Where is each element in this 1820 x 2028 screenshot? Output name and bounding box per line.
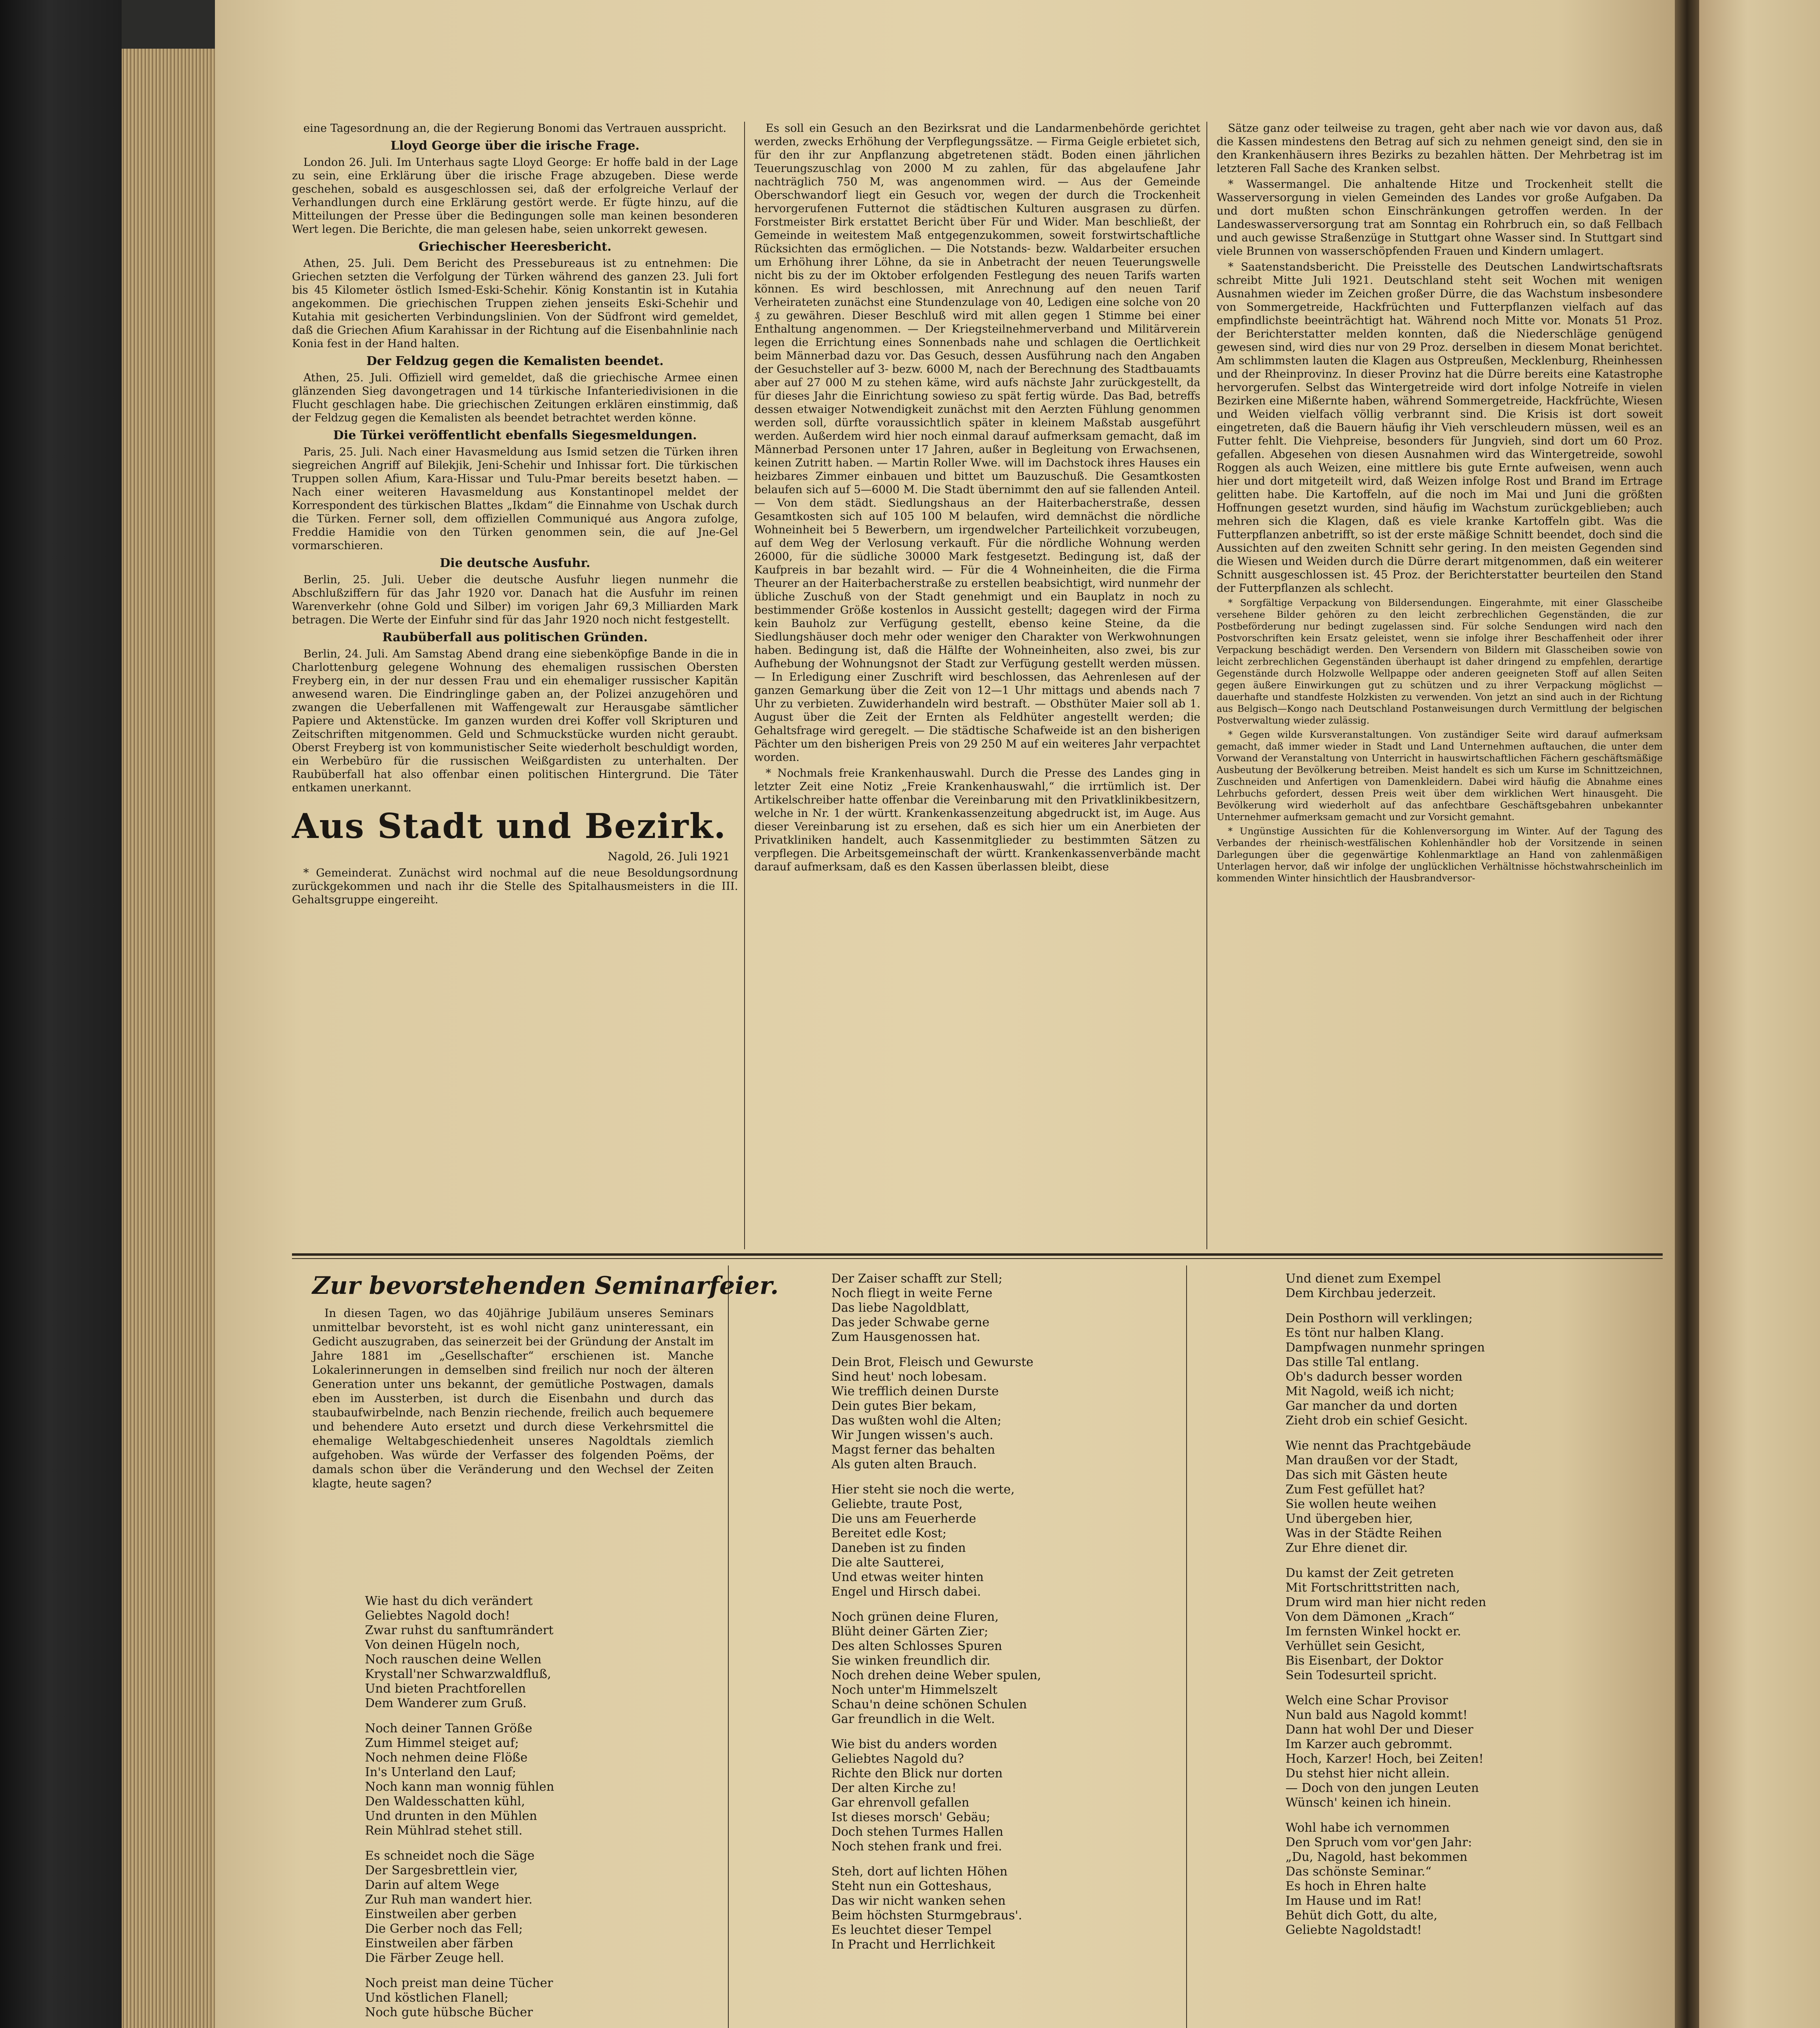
- article-lloyd-george: London 26. Juli. Im Unterhaus sagte Lloyd George: Er hoffe bald in der Lage zu sein, eine Erklärung über die irische Frage abzugeben. Diese werde geschehen, sobald es ausgeschlossen sei, daß der erfolgreiche Verlauf der Verhandlungen durch eine Erklärung gestört werde. Er fügte hinzu, auf die Mitteilungen der Presse über die Bedingungen solle man keinen besonderen Wert legen. Die Berichte, die man gelesen habe, seien unkorrekt gewesen.: [292, 156, 738, 236]
- poem-line: Richte den Blick nur dorten: [831, 1766, 1003, 1781]
- poem-line: Dein gutes Bier bekam,: [831, 1399, 977, 1413]
- dateline: Nagold, 26. Juli 1921: [607, 850, 730, 863]
- poem-line: Zum Hausgenossen hat.: [831, 1330, 981, 1344]
- poem-line: Als guten alten Brauch.: [831, 1457, 977, 1472]
- poem-line: Ist dieses morsch' Gebäu;: [831, 1810, 990, 1824]
- poem-line: Zur Ruh man wandert hier.: [365, 1893, 533, 1907]
- poem-line: Dann hat wohl Der und Dieser: [1286, 1723, 1474, 1737]
- poem-line: Hier steht sie noch die werte,: [831, 1482, 1015, 1497]
- column-1: [292, 122, 738, 909]
- poem-line: Im fernsten Winkel hockt er.: [1286, 1624, 1461, 1639]
- poem-line: Bereitet edle Kost;: [831, 1526, 946, 1540]
- poem-line: Geliebtes Nagold doch!: [365, 1609, 510, 1623]
- poem-line: Welch eine Schar Provisor: [1286, 1693, 1448, 1708]
- poem-line: Sie winken freundlich dir.: [831, 1654, 991, 1668]
- adjacent-page: [1699, 0, 1820, 2028]
- poem-column-1: [365, 1594, 754, 2028]
- poem-line: Was in der Städte Reihen: [1286, 1526, 1442, 1540]
- poem-line: Das schönste Seminar.“: [1286, 1865, 1432, 1879]
- poem-line: Nun bald aus Nagold kommt!: [1286, 1708, 1468, 1722]
- book-gutter: [1675, 0, 1699, 2028]
- section-title-stadt-bezirk: Aus Stadt und Bezirk.: [292, 806, 727, 846]
- poem-line: Schau'n deine schönen Schulen: [831, 1697, 1027, 1712]
- poem-line: Steh, dort auf lichten Höhen: [831, 1865, 1008, 1879]
- poem-line: Das sich mit Gästen heute: [1286, 1468, 1448, 1482]
- poem-line: Noch kann man wonnig fühlen: [365, 1780, 554, 1794]
- poem-line: Geliebte, traute Post,: [831, 1497, 963, 1511]
- poem-line: Daneben ist zu finden: [831, 1541, 966, 1555]
- article-wassermangel: * Wassermangel. Die anhaltende Hitze und Trockenheit stellt die Wasserversorgung in vielen Gemeinden des Landes vor große Aufgaben. Da und dort mußten schon Einschränkungen getroffen werden. In der Landeswasserversorgung trat am Sonntag ein Rohrbruch ein, so daß Fellbach und auch gewisse Straßenzüge in Stuttgart ohne Wasser sind. In Stuttgart sind viele Brunnen von wasserschöpfenden Frauen und Kindern umlagert.: [1217, 178, 1663, 258]
- poem-stanza: [1286, 1272, 1650, 1301]
- poem-line: Noch drehen deine Weber spulen,: [831, 1668, 1041, 1682]
- poem-stanza: [365, 1594, 754, 1711]
- poem-stanza: [1286, 1311, 1650, 1428]
- poem-stanza: [831, 1482, 1237, 1599]
- poem-line: Im Karzer auch gebrommt.: [1286, 1737, 1453, 1751]
- poem-line: Die Färber Zeuge hell.: [365, 1951, 504, 1965]
- poem-stanza: [831, 1610, 1237, 1727]
- article-bildersendungen: * Sorgfältige Verpackung von Bildersendungen. Eingerahmte, mit einer Glasscheibe versehene Bilder gehören zu den leicht zerbrechlichen Gegenständen, die zur Postbeförderung nur bedingt zugelassen sind. Für solche Sendungen wird nach den Postvorschriften kein Ersatz geleistet, wenn sie infolge ihrer Beschaffenheit oder ihrer Verpackung beschädigt werden. Den Versendern von Bildern mit Glasscheiben sowie von leicht zerbrechlichen Gegenständen überhaupt ist daher dringend zu empfehlen, derartige Gegenstände durch Holzwolle Wellpappe oder anderen geeigneten Stoff auf allen Seiten gegen äußere Einwirkungen gut zu schützen und zu ihrer Verpackung möglichst — dauerhafte und standfeste Holzkisten zu verwenden. Von jetzt an sind auch in der Richtung aus Belgisch—Kongo nach Deutschland Postanweisungen durch Vermittlung der belgischen Postverwaltung wieder zulässig.: [1217, 598, 1663, 726]
- poem-stanza: [1286, 1566, 1650, 1683]
- poem-line: — Doch von den jungen Leuten: [1286, 1781, 1479, 1795]
- poem-line: Rein Mühlrad stehet still.: [365, 1824, 523, 1838]
- poem-line: Wohl habe ich vernommen: [1286, 1821, 1450, 1835]
- poem-line: Der alten Kirche zu!: [831, 1781, 957, 1795]
- poem-line: Dem Kirchbau jederzeit.: [1286, 1286, 1436, 1300]
- article-tuerkei: Paris, 25. Juli. Nach einer Havasmeldung aus Ismid setzen die Türken ihren siegreichen Angriff auf Bilekjik, Jeni-Schehir und Inhissar fort. Die türkischen Truppen sollen Afium, Kara-Hissar und Tulu-Pmar bereits besetzt haben. — Nach einer weiteren Havasmeldung aus Konstantinopel meldet der Korrespondent des türkischen Blattes „Ikdam“ die Einnahme von Uschak durch die Türken. Ferner soll, dem offiziellen Communiqué aus Angora zufolge, Freddie Hamidie von den Türken genommen sein, die auf Jne-Gel vormarschieren.: [292, 446, 738, 552]
- page-edges: [122, 49, 215, 2028]
- poem-stanza: [365, 1976, 754, 2020]
- poem-line: Zum Himmel steiget auf;: [365, 1736, 519, 1750]
- seminar-intro: [312, 1306, 714, 1491]
- poem-line: Das wir nicht wanken sehen: [831, 1894, 1006, 1908]
- poem-column-2: [831, 1272, 1237, 1963]
- poem-stanza: [831, 1272, 1237, 1345]
- poem-line: Zur Ehre dienet dir.: [1286, 1541, 1408, 1555]
- poem-line: Einstweilen aber färben: [365, 1936, 513, 1951]
- poem-line: Dein Posthorn will verklingen;: [1286, 1311, 1473, 1326]
- poem-line: Du kamst der Zeit getreten: [1286, 1566, 1454, 1580]
- heading-tuerkei: Die Türkei veröffentlicht ebenfalls Siegesmeldungen.: [333, 428, 697, 443]
- poem-stanza: [1286, 1821, 1650, 1938]
- poem-line: Das liebe Nagoldblatt,: [831, 1301, 970, 1315]
- article-kursveranstaltungen: * Gegen wilde Kursveranstaltungen. Von zuständiger Seite wird darauf aufmerksam gemacht, daß immer wieder in Stadt und Land Unternehmen auftauchen, die unter dem Vorwand der Veranstaltung von Unterricht in hauswirtschaftlichen Fächern geschäftsmäßige Ausbeutung der Bevölkerung betreiben. Meist handelt es sich um Kurse im Schnittzeichnen, Zuschneiden und Anfertigen von Damenkleidern. Dabei wird häufig die Abnahme eines Lehrbuchs gefordert, dessen Preis weit über dem wirklichen Wert hinausgeht. Die Bevölkerung wird wiederholt auf das anfechtbare Geschäftsgebahren unbekannter Unternehmer aufmerksam gemacht und zur Vorsicht gemahnt.: [1217, 730, 1663, 823]
- heading-lloyd-george: Lloyd George über die irische Frage.: [390, 139, 640, 153]
- poem-line: Der Zaiser schafft zur Stell;: [831, 1272, 1003, 1286]
- poem-line: Von dem Dämonen „Krach“: [1286, 1610, 1455, 1624]
- poem-line: Des alten Schlosses Spuren: [831, 1639, 1002, 1653]
- heading-feldzug: Der Feldzug gegen die Kemalisten beendet.: [366, 354, 664, 368]
- poem-line: Hoch, Karzer! Hoch, bei Zeiten!: [1286, 1752, 1484, 1766]
- poem-line: Und drunten in den Mühlen: [365, 1809, 537, 1823]
- poem-line: Es hoch in Ehren halte: [1286, 1879, 1427, 1893]
- poem-stanza: [365, 1849, 754, 1966]
- poem-stanza: [831, 1737, 1237, 1854]
- poem-line: Und dienet zum Exempel: [1286, 1272, 1441, 1286]
- article-saatenstand: * Saatenstandsbericht. Die Preisstelle des Deutschen Landwirtschaftsrats schreibt Mitte Juli 1921. Deutschland steht seit Wochen mit wenigen Ausnahmen wieder im Zeichen großer Dürre, die das Wachstum insbesondere von Sommergetreide, Hackfrüchten und Futterpflanzen vielfach auf das empfindlichste beeinträchtigt hat. Während noch Mitte vor. Monats 51 Proz. der Berichterstatter melden konnten, daß die Niederschläge genügend gewesen sind, wird dies nur von 29 Proz. derselben in diesem Monat berichtet. Am schlimmsten lauten die Klagen aus Ostpreußen, Mecklenburg, Rheinhessen und der Rheinprovinz. In dieser Provinz hat die Dürre bereits eine Katastrophe hervorgerufen. Selbst das Wintergetreide wird dort infolge Notreife in vielen Bezirken eine Mißernte haben, während Sommergetreide, Hackfrüchte, Wiesen und Weiden vielfach völlig verbrannt sind. Die Krisis ist dort soweit eingetreten, daß die Bauern häufig ihr Vieh verschleudern müssen, weil es an Futter fehlt. Die Viehpreise, besonders für Jungvieh, sind dort um 60 Proz. gefallen. Abgesehen von diesen Ausnahmen wird das Wintergetreide, sowohl Roggen als auch Weizen, eine mittlere bis gute Ernte aufweisen, wenn auch hier und dort mitgeteilt wird, daß Weizen infolge Rost und Brand im Ertrage gelitten habe. Die Kartoffeln, auf die noch im Mai und Juni die größten Hoffnungen gesetzt wurden, sind häufig im Wachstum zurückgeblieben; auch mehren sich die Klagen, daß es viele kranke Kartoffeln gibt. Was die Futterpflanzen anbetrifft, so ist der erste mäßige Schnitt beendet, doch sind die Aussichten auf den zweiten Schnitt sehr gering. In den meisten Gegenden sind die Wiesen und Weiden durch die Dürre derart mitgenommen, daß ein weiterer Schnitt ausgeschlossen ist. 45 Proz. der Berichterstatter beurteilen den Stand der Futterpflanzen als schlecht.: [1217, 261, 1663, 595]
- poem-stanza: [831, 1355, 1237, 1472]
- poem-line: Du stehst hier nicht allein.: [1286, 1766, 1450, 1781]
- article-feldzug: Athen, 25. Juli. Offiziell wird gemeldet, daß die griechische Armee einen glänzenden Sieg davongetragen und 14 türkische Infanteriedivisionen in die Flucht geschlagen habe. Die griechischen Zeitungen erklären einstimmig, daß der Feldzug gegen die Kemalisten als beendet betrachtet werden könne.: [292, 372, 738, 424]
- poem-line: Einstweilen aber gerben: [365, 1907, 517, 1921]
- poem-line: Die Gerber noch das Fell;: [365, 1922, 523, 1936]
- poem-line: Und bieten Prachtforellen: [365, 1682, 526, 1696]
- poem-line: Mit Fortschrittstritten nach,: [1286, 1581, 1460, 1595]
- poem-line: Drum wird man hier nicht reden: [1286, 1595, 1486, 1609]
- poem-line: „Du, Nagold, hast bekommen: [1286, 1850, 1468, 1864]
- poem-stanza: [1286, 1693, 1650, 1810]
- poem-line: Noch fliegt in weite Ferne: [831, 1286, 993, 1300]
- poem-line: Bis Eisenbart, der Doktor: [1286, 1654, 1443, 1668]
- poem-line: Wie bist du anders worden: [831, 1737, 997, 1751]
- poem-line: Noch unter'm Himmelszelt: [831, 1683, 998, 1697]
- poem-line: Es leuchtet dieser Tempel: [831, 1923, 992, 1937]
- section-separator-thin: [292, 1258, 1663, 1259]
- poem-line: Das stille Tal entlang.: [1286, 1355, 1419, 1369]
- poem-line: Steht nun ein Gotteshaus,: [831, 1879, 992, 1893]
- seminar-intro-text: In diesen Tagen, wo das 40jährige Jubiläum unseres Seminars unmittelbar bevorsteht, ist es wohl nicht ganz uninteressant, ein Gedicht auszugraben, das seinerzeit bei der Gründung der Anstalt im Jahre 1881 im „Gesellschafter“ erschienen ist. Manche Lokalerinnerungen in demselben sind freilich nur noch der älteren Generation unter uns bekannt, der gemütliche Postwagen, damals eben im Aussterben, ist durch die Eisenbahn und durch das staubaufwirbelnde, nach Benzin riechende, freilich auch bequemere und behendere Auto ersetzt und durch diese Verkehrsmittel die ehemalige Weltabgeschiedenheit unseres Nagoldtals ziemlich aufgehoben. Was würde der Verfasser des folgenden Poëms, der damals schon über die Veränderung und den Wechsel der Zeiten klagte, heute sagen?: [312, 1306, 714, 1490]
- poem-line: Sein Todesurteil spricht.: [1286, 1668, 1437, 1682]
- poem-line: Noch stehen frank und frei.: [831, 1839, 1002, 1854]
- poem-stanza: [365, 1721, 754, 1838]
- poem-line: Noch preist man deine Tücher: [365, 1976, 553, 1990]
- article-gemeinderat: * Gemeinderat. Zunächst wird nochmal auf die neue Besoldungsordnung zurückgekommen und nach ihr die Stelle des Spitalhausmeisters in die III. Gehaltsgruppe eingereiht.: [292, 867, 738, 906]
- column-2: [754, 122, 1200, 876]
- poem-line: Noch deiner Tannen Größe: [365, 1721, 532, 1736]
- poem-line: Und köstlichen Flanell;: [365, 1991, 509, 2005]
- poem-stanza: [831, 1865, 1237, 1952]
- poem-line: Man draußen vor der Stadt,: [1286, 1453, 1458, 1467]
- poem-line: Die uns am Feuerherde: [831, 1512, 977, 1526]
- article-kohlenversorgung: * Ungünstige Aussichten für die Kohlenversorgung im Winter. Auf der Tagung des Verbandes der rheinisch-westfälischen Kohlenhändler hob der Vorsitzende in seinen Darlegungen über die gegenwärtige Kohlenmarktlage an Hand von zahlenmäßigen Unterlagen hervor, daß wir infolge der unglücklichen Verhältnisse höchstwahrscheinlich im kommenden Winter hinsichtlich der Hausbrandversor-: [1217, 826, 1663, 884]
- poem-line: Darin auf altem Wege: [365, 1878, 499, 1892]
- article-greek-report: Athen, 25. Juli. Dem Bericht des Pressebureaus ist zu entnehmen: Die Griechen setzten die Verfolgung der Türken während des ganzen 23. Juli fort bis 45 Kilometer östlich Ismed-Eski-Schehir. König Konstantin ist in Kutahia angekommen. Die griechischen Truppen ziehen jenseits Eski-Schehir und Kutahia mit gesicherten Verbindungslinien. Von der Südfront wird gemeldet, daß die Griechen Afium Karahissar in der Richtung auf die Eisenbahnlinie nach Konia fest in der Hand halten.: [292, 257, 738, 350]
- column-3: [1217, 122, 1663, 887]
- poem-line: Geliebte Nagoldstadt!: [1286, 1923, 1422, 1937]
- poem-line: Wie nennt das Prachtgebäude: [1286, 1439, 1471, 1453]
- poem-line: Noch nehmen deine Flöße: [365, 1751, 528, 1765]
- column-divider-1: [744, 122, 745, 1249]
- poem-line: Zum Fest gefüllet hat?: [1286, 1482, 1425, 1497]
- poem-line: Dampfwagen nunmehr springen: [1286, 1341, 1485, 1355]
- article-krankenhauswahl-cont: Sätze ganz oder teilweise zu tragen, geht aber nach wie vor davon aus, daß die Kassen mindestens den Betrag auf sich zu nehmen geneigt sind, den sie in den Krankenhäusern ihres Bezirks zu bezahlen hätten. Der Mehrbetrag ist im letzteren Fall Sache des Kranken selbst.: [1217, 122, 1663, 175]
- poem-line: Engel und Hirsch dabei.: [831, 1585, 981, 1599]
- book-spine: [0, 0, 122, 2028]
- poem-line: Zieht drob ein schief Gesicht.: [1286, 1414, 1468, 1428]
- poem-line: Das jeder Schwabe gerne: [831, 1315, 989, 1330]
- poem-line: Im Hause und im Rat!: [1286, 1894, 1422, 1908]
- heading-greek-report: Griechischer Heeresbericht.: [419, 240, 612, 254]
- poem-line: Gar mancher da und dorten: [1286, 1399, 1457, 1413]
- poem-line: Wie hast du dich verändert: [365, 1594, 533, 1608]
- article-raubueberfall: Berlin, 24. Juli. Am Samstag Abend drang eine siebenköpfige Bande in die in Charlottenburg gelegene Wohnung des ehemaligen russischen Obersten Freyberg ein, in der nur dessen Frau und ein ehemaliger russischer Kapitän anwesend waren. Die Eindringlinge gaben an, der Polizei anzugehören und zwangen die Ueberfallenen mit Waffengewalt zur Herausgabe sämtlicher Papiere und Aktenstücke. Im ganzen wurden drei Koffer voll Skripturen und Zeitschriften mitgenommen. Geld und Schmuckstücke wurden nicht geraubt. Oberst Freyberg ist von kommunistischer Seite wiederholt beschuldigt worden, ein Werbebüro für die russischen Weißgardisten zu unterhalten. Der Raubüberfall hat also offenbar einen politischen Hintergrund. Die Täter entkamen unerkannt.: [292, 648, 738, 794]
- col1-intro: eine Tagesordnung an, die der Regierung Bonomi das Vertrauen ausspricht.: [303, 122, 727, 135]
- poem-line: Den Spruch vom vor'gen Jahr:: [1286, 1835, 1472, 1850]
- poem-line: Geliebtes Nagold du?: [831, 1752, 964, 1766]
- poem-line: Wünsch' keinen ich hinein.: [1286, 1796, 1451, 1810]
- poem-line: Und etwas weiter hinten: [831, 1570, 984, 1584]
- poem-line: Und übergeben hier,: [1286, 1512, 1413, 1526]
- seminar-title: Zur bevorstehenden Seminarfeier.: [312, 1272, 779, 1300]
- poem-line: Blüht deiner Gärten Zier;: [831, 1624, 988, 1639]
- poem-line: Der Sargesbrettlein vier,: [365, 1863, 518, 1878]
- poem-line: Noch grünen deine Fluren,: [831, 1610, 999, 1624]
- poem-line: In Pracht und Herrlichkeit: [831, 1938, 995, 1952]
- poem-line: Beim höchsten Sturmgebraus'.: [831, 1908, 1022, 1923]
- poem-column-3: [1286, 1272, 1650, 1948]
- poem-line: Zwar ruhst du sanftumrändert: [365, 1623, 554, 1637]
- poem-line: Es schneidet noch die Säge: [365, 1849, 535, 1863]
- column-divider-2: [1206, 122, 1207, 1249]
- section-separator: [292, 1253, 1663, 1256]
- poem-line: In's Unterland den Lauf;: [365, 1765, 516, 1779]
- poem-line: Krystall'ner Schwarzwaldfluß,: [365, 1667, 552, 1681]
- poem-line: Die alte Sautterei,: [831, 1555, 944, 1570]
- poem-line: Noch rauschen deine Wellen: [365, 1652, 542, 1667]
- poem-line: Sie wollen heute weihen: [1286, 1497, 1437, 1511]
- poem-line: Ob's dadurch besser worden: [1286, 1370, 1463, 1384]
- poem-line: Behüt dich Gott, du alte,: [1286, 1908, 1438, 1923]
- poem-line: Wie trefflich deinen Durste: [831, 1384, 999, 1399]
- article-ausfuhr: Berlin, 25. Juli. Ueber die deutsche Ausfuhr liegen nunmehr die Abschlußziffern für das Jahr 1920 vor. Danach hat die Ausfuhr im reinen Warenverkehr (ohne Gold und Silber) im vorigen Jahr 69,3 Milliarden Mark betragen. Die Werte der Einfuhr sind für das Jahr 1920 noch nicht festgestellt.: [292, 574, 738, 626]
- poem-stanza: [1286, 1439, 1650, 1555]
- poem-line: Gar ehrenvoll gefallen: [831, 1796, 970, 1810]
- heading-raubueberfall: Raubüberfall aus politischen Gründen.: [382, 630, 648, 644]
- heading-ausfuhr: Die deutsche Ausfuhr.: [440, 556, 590, 570]
- poem-line: Wir Jungen wissen's auch.: [831, 1428, 994, 1442]
- poem-line: Doch stehen Turmes Hallen: [831, 1825, 1004, 1839]
- poem-line: Magst ferner das behalten: [831, 1443, 995, 1457]
- poem-line: Sind heut' noch lobesam.: [831, 1370, 987, 1384]
- poem-line: Mit Nagold, weiß ich nicht;: [1286, 1384, 1455, 1399]
- poem-line: Dem Wanderer zum Gruß.: [365, 1696, 527, 1710]
- poem-line: Gar freundlich in die Welt.: [831, 1712, 995, 1726]
- article-krankenhauswahl: * Nochmals freie Krankenhauswahl. Durch die Presse des Landes ging in letzter Zeit eine Notiz „Freie Krankenhauswahl,“ die irrtümlich ist. Der Artikelschreiber hatte offenbar die Vereinbarung mit den Privatklinikbesitzern, welche in Nr. 1 der württ. Krankenkassenzeitung abgedruckt ist, im Auge. Aus dieser Vereinbarung ist zu ersehen, daß es sich hier um ein Anerbieten der Privatkliniken handelt, auch Kassenmitglieder zu bestimmten Sätzen zu verpflegen. Die Arbeitsgemeinschaft der württ. Krankenkassenverbände macht darauf aufmerksam, daß es den Kassen überlassen bleibt, diese: [754, 767, 1200, 873]
- poem-line: Es tönt nur halben Klang.: [1286, 1326, 1444, 1340]
- poem-line: Verhüllet sein Gesicht,: [1286, 1639, 1425, 1653]
- poem-line: Den Waldesschatten kühl,: [365, 1794, 525, 1809]
- poem-line: Das wußten wohl die Alten;: [831, 1414, 1002, 1428]
- article-gemeinderat-cont: Es soll ein Gesuch an den Bezirksrat und die Landarmenbehörde gerichtet werden, zwecks Erhöhung der Verpflegungssätze. — Firma Geigle erbietet sich, für den ihr zur Anpflanzung abgetretenen städt. Boden einen jährlichen Teuerungszuschlag von 2000 M zu zahlen, für das abgelaufene Jahr nachträglich 750 M, was angenommen wird. — Aus der Gemeinde Oberschwandorf liegt ein Gesuch vor, wegen der durch die Trockenheit hervorgerufenen Futternot die städtischen Kulturen ausgrasen zu dürfen. Forstmeister Birk erstattet Bericht über Für und Wider. Man beschließt, der Gemeinde in weitestem Maß entgegenzukommen, soweit forstwirtschaftliche Rücksichten das ermöglichen. — Die Notstands- bezw. Waldarbeiter ersuchen um Erhöhung ihrer Löhne, da sie in Anbetracht der neuen Teuerungswelle nicht bis zu der im Oktober erfolgenden Festlegung des neuen Tarifs warten können. Es wird beschlossen, mit Anrechnung auf den neuen Tarif Verheirateten zunächst eine Stundenzulage von 40, Ledigen eine solche von 20 ₰ zu gewähren. Dieser Beschluß wird mit allen gegen 1 Stimme bei einer Enthaltung angenommen. — Der Kriegsteilnehmerverband und Militärverein legen die Errichtung eines Sonnenbads nahe und schlagen die Oertlichkeit beim Männerbad dazu vor. Das Gesuch, dessen Ausführung nach den Angaben der Gesuchsteller auf 3- bezw. 6000 M, nach der Berechnung des Stadtbauamts aber auf 27 000 M zu stehen käme, wird aufs nächste Jahr zurückgestellt, da für dieses Jahr die Einrichtung sowieso zu spät fertig würde. Das Bad, betreffs dessen etwaiger Notwendigkeit zunächst mit den Aerzten Fühlung genommen werden soll, dürfte voraussichtlich später in kleinem Maßstab ausgeführt werden. Außerdem wird hier noch einmal darauf aufmerksam gemacht, daß im Männerbad Personen unter 17 Jahren, außer in Begleitung von Erwachsenen, keinen Zutritt haben. — Martin Roller Wwe. will im Dachstock ihres Hauses ein heizbares Zimmer einbauen und bittet um Bauzuschuß. Die Gesamtkosten belaufen sich auf 5—6000 M. Die Stadt übernimmt den auf sie fallenden Anteil. — Von dem städt. Siedlungshaus an der Haiterbacherstraße, dessen Gesamtkosten sich auf 105 100 M belaufen, wird demnächst die nördliche Wohneinheit bei 5 Bewerbern, um irgendwelcher Parteilichkeit vorzubeugen, auf dem Weg der Verlosung verkauft. Für die nördliche Wohnung werden 26000, für die südliche 30000 Mark festgesetzt. Bedingung ist, daß der Kaufpreis in bar bezahlt wird. — Für die 4 Wohneinheiten, die die Firma Theurer an der Haiterbacherstraße zu erstellen beabsichtigt, wird nunmehr der übliche Zuschuß von der Stadt genehmigt und ein Bauplatz in noch zu bestimmender Größe kostenlos in Aussicht gestellt; dagegen wird der Firma kein Bauholz zur Verfügung gestellt, ebenso keine Steine, da die Siedlungshäuser doch mehr oder weniger den Charakter von Werkwohnungen haben. Bedingung ist, daß die Hälfte der Wohneinheiten, also zwei, bis zur Aufhebung der Wohnungsnot der Stadt zur Verfügung gestellt werden müssen. — In Erledigung einer Zuschrift wird beschlossen, das Aehrenlesen auf der ganzen Gemarkung über die Zeit von 12—1 Uhr mittags und abends nach 7 Uhr zu verbieten. Zuwiderhandeln wird bestraft. — Obsthüter Maier soll ab 1. August über die Zeit der Ernten als Feldhüter angestellt werden; die Gehaltsfrage wird geregelt. — Die städtische Schafweide ist an den bisherigen Pächter um den bisherigen Preis von 29 250 M auf ein weiteres Jahr verpachtet worden.: [754, 122, 1200, 764]
- poem-line: Von deinen Hügeln noch,: [365, 1638, 520, 1652]
- poem-line: Dein Brot, Fleisch und Gewurste: [831, 1355, 1034, 1369]
- poem-line: Noch gute hübsche Bücher: [365, 2005, 533, 2019]
